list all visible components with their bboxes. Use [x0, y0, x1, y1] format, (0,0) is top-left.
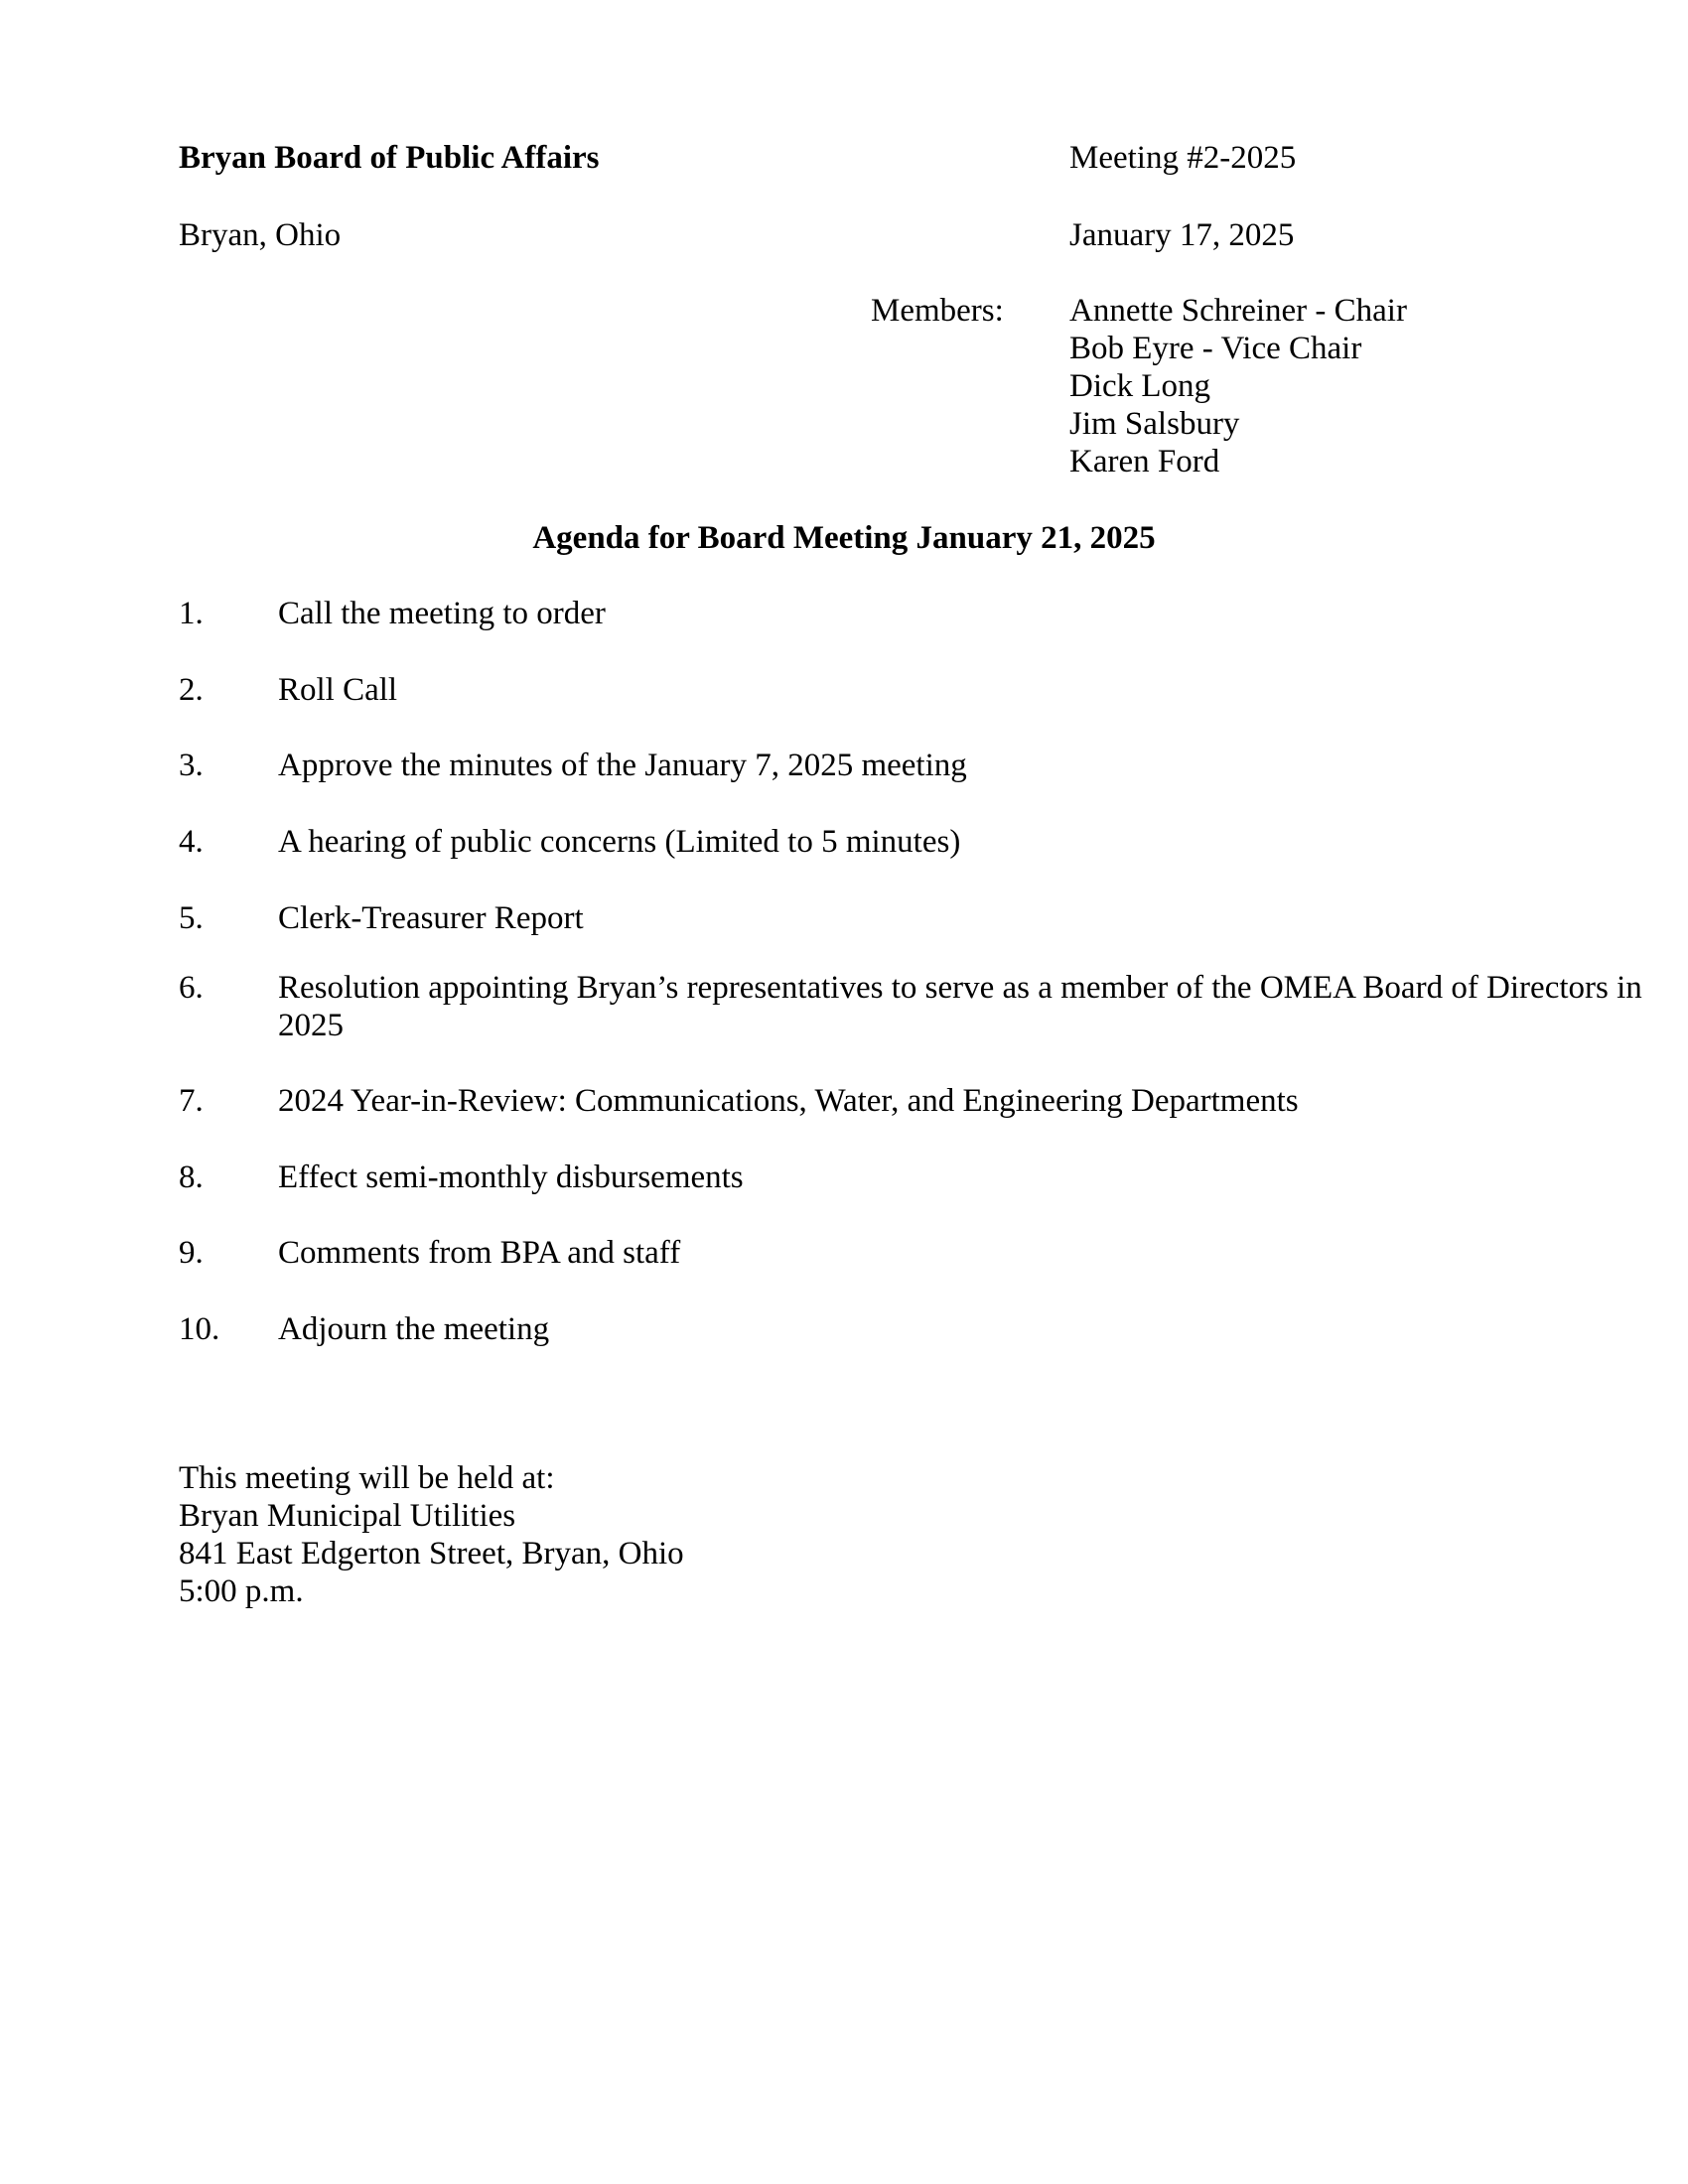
agenda-item-number: 10.: [179, 1311, 220, 1347]
meeting-location-footer: [179, 1459, 684, 1610]
agenda-item-text: Clerk-Treasurer Report: [278, 900, 584, 936]
footer-line: 841 East Edgerton Street, Bryan, Ohio: [179, 1536, 684, 1571]
agenda-title: Agenda for Board Meeting January 21, 2025: [532, 520, 1156, 556]
agenda-item-text: Effect semi-monthly disbursements: [278, 1160, 744, 1195]
members-label: Members:: [871, 293, 1004, 329]
agenda-item-text: Comments from BPA and staff: [278, 1235, 681, 1271]
agenda-item-text: 2024 Year-in-Review: Communications, Water, and Engineering Departments: [278, 1083, 1299, 1119]
member-name: Karen Ford: [1069, 444, 1220, 479]
agenda-item-text: Resolution appointing Bryan’s representatives to serve as a member of the OMEA Board of Directors in 2025: [278, 970, 1642, 1043]
member-name: Dick Long: [1069, 368, 1211, 404]
footer-line: 5:00 p.m.: [179, 1573, 304, 1609]
agenda-item-number: 6.: [179, 970, 204, 1006]
footer-line: Bryan Municipal Utilities: [179, 1498, 516, 1534]
agenda-item-number: 5.: [179, 900, 204, 936]
agenda-item-text: Roll Call: [278, 672, 398, 708]
members-list: [1069, 292, 1407, 480]
agenda-item-number: 4.: [179, 824, 204, 860]
agenda-item-number: 8.: [179, 1160, 204, 1195]
agenda-item-text: Call the meeting to order: [278, 596, 606, 631]
footer-line: This meeting will be held at:: [179, 1460, 555, 1496]
member-name: Annette Schreiner - Chair: [1069, 293, 1407, 329]
meeting-number: Meeting #2-2025: [1069, 140, 1297, 176]
agenda-item-number: 3.: [179, 748, 204, 783]
agenda-item-text: A hearing of public concerns (Limited to 5 minutes): [278, 824, 961, 860]
organization-name: Bryan Board of Public Affairs: [179, 140, 600, 176]
agenda-item-number: 7.: [179, 1083, 204, 1119]
agenda-item-number: 2.: [179, 672, 204, 708]
location: Bryan, Ohio: [179, 217, 342, 253]
member-name: Jim Salsbury: [1069, 406, 1240, 442]
agenda-item-number: 1.: [179, 596, 204, 631]
meeting-date: January 17, 2025: [1069, 217, 1295, 253]
agenda-item-number: 9.: [179, 1235, 204, 1271]
agenda-item-text: Adjourn the meeting: [278, 1311, 550, 1347]
member-name: Bob Eyre - Vice Chair: [1069, 331, 1362, 366]
agenda-item-text: Approve the minutes of the January 7, 2025 meeting: [278, 748, 967, 783]
